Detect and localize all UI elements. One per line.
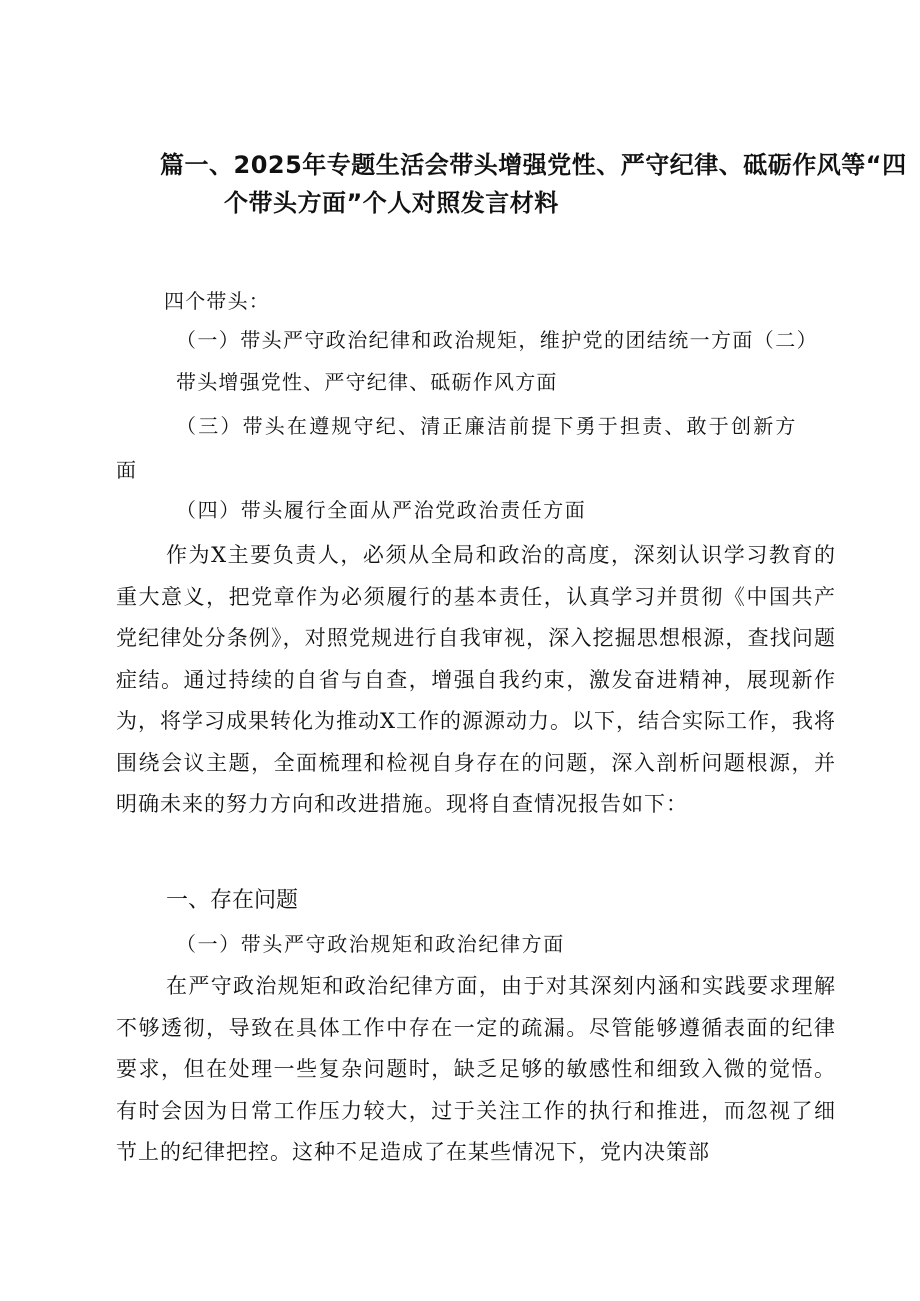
title-line-1: 篇一、2025年专题生活会带头增强党性、严守纪律、砥砺作风等“四	[160, 151, 907, 179]
paragraph-2: 在严守政治规矩和政治纪律方面，由于对其深刻内涵和实践要求理解不够透彻，导致在具体工作中存在一定的疏漏。尽管能够遵循表面的纪律要求，但在处理一些复杂问题时，缺乏足够的敏感性和细致入微的觉悟。有时会因为日常工作压力较大，过于关注工作的执行和推进，而忽视了细节上的纪律把控。这种不足造成了在某些情况下，党内决策部	[116, 974, 836, 1164]
item-1-line-2: 带头增强党性、严守纪律、砥砺作风方面	[176, 370, 558, 394]
document-title	[160, 146, 907, 222]
intro-label: 四个带头：	[164, 289, 270, 313]
item-3-line-2: 面	[116, 458, 138, 482]
paragraph-1: 作为X主要负责人，必须从全局和政治的高度，深刻认识学习教育的重大意义，把党章作为必须履行的基本责任，认真学习并贯彻《中国共产党纪律处分条例》，对照党规进行自我审视，深入挖掘思想根源，查找问题症结。通过持续的自省与自查，增强自我约束，激发奋进精神，展现新作为，将学习成果转化为推动X工作的源源动力。以下，结合实际工作，我将围绕会议主题，全面梳理和检视自身存在的问题，深入剖析问题根源，并明确未来的努力方向和改进措施。现将自查情况报告如下：	[116, 543, 836, 816]
item-4: （四）带头履行全面从严治党政治责任方面	[176, 498, 587, 522]
subsection-1-heading: （一）带头严守政治规矩和政治纪律方面	[176, 932, 565, 956]
item-3-line-1: （三）带头在遵规守纪、清正廉洁前提下勇于担责、敢于创新方	[176, 414, 798, 438]
item-1-line-1: （一）带头严守政治纪律和政治规矩，维护党的团结统一方面（二）	[176, 328, 818, 352]
title-line-2: 个带头方面”个人对照发言材料	[224, 189, 559, 217]
section-1-heading: 一、存在问题	[166, 888, 299, 913]
